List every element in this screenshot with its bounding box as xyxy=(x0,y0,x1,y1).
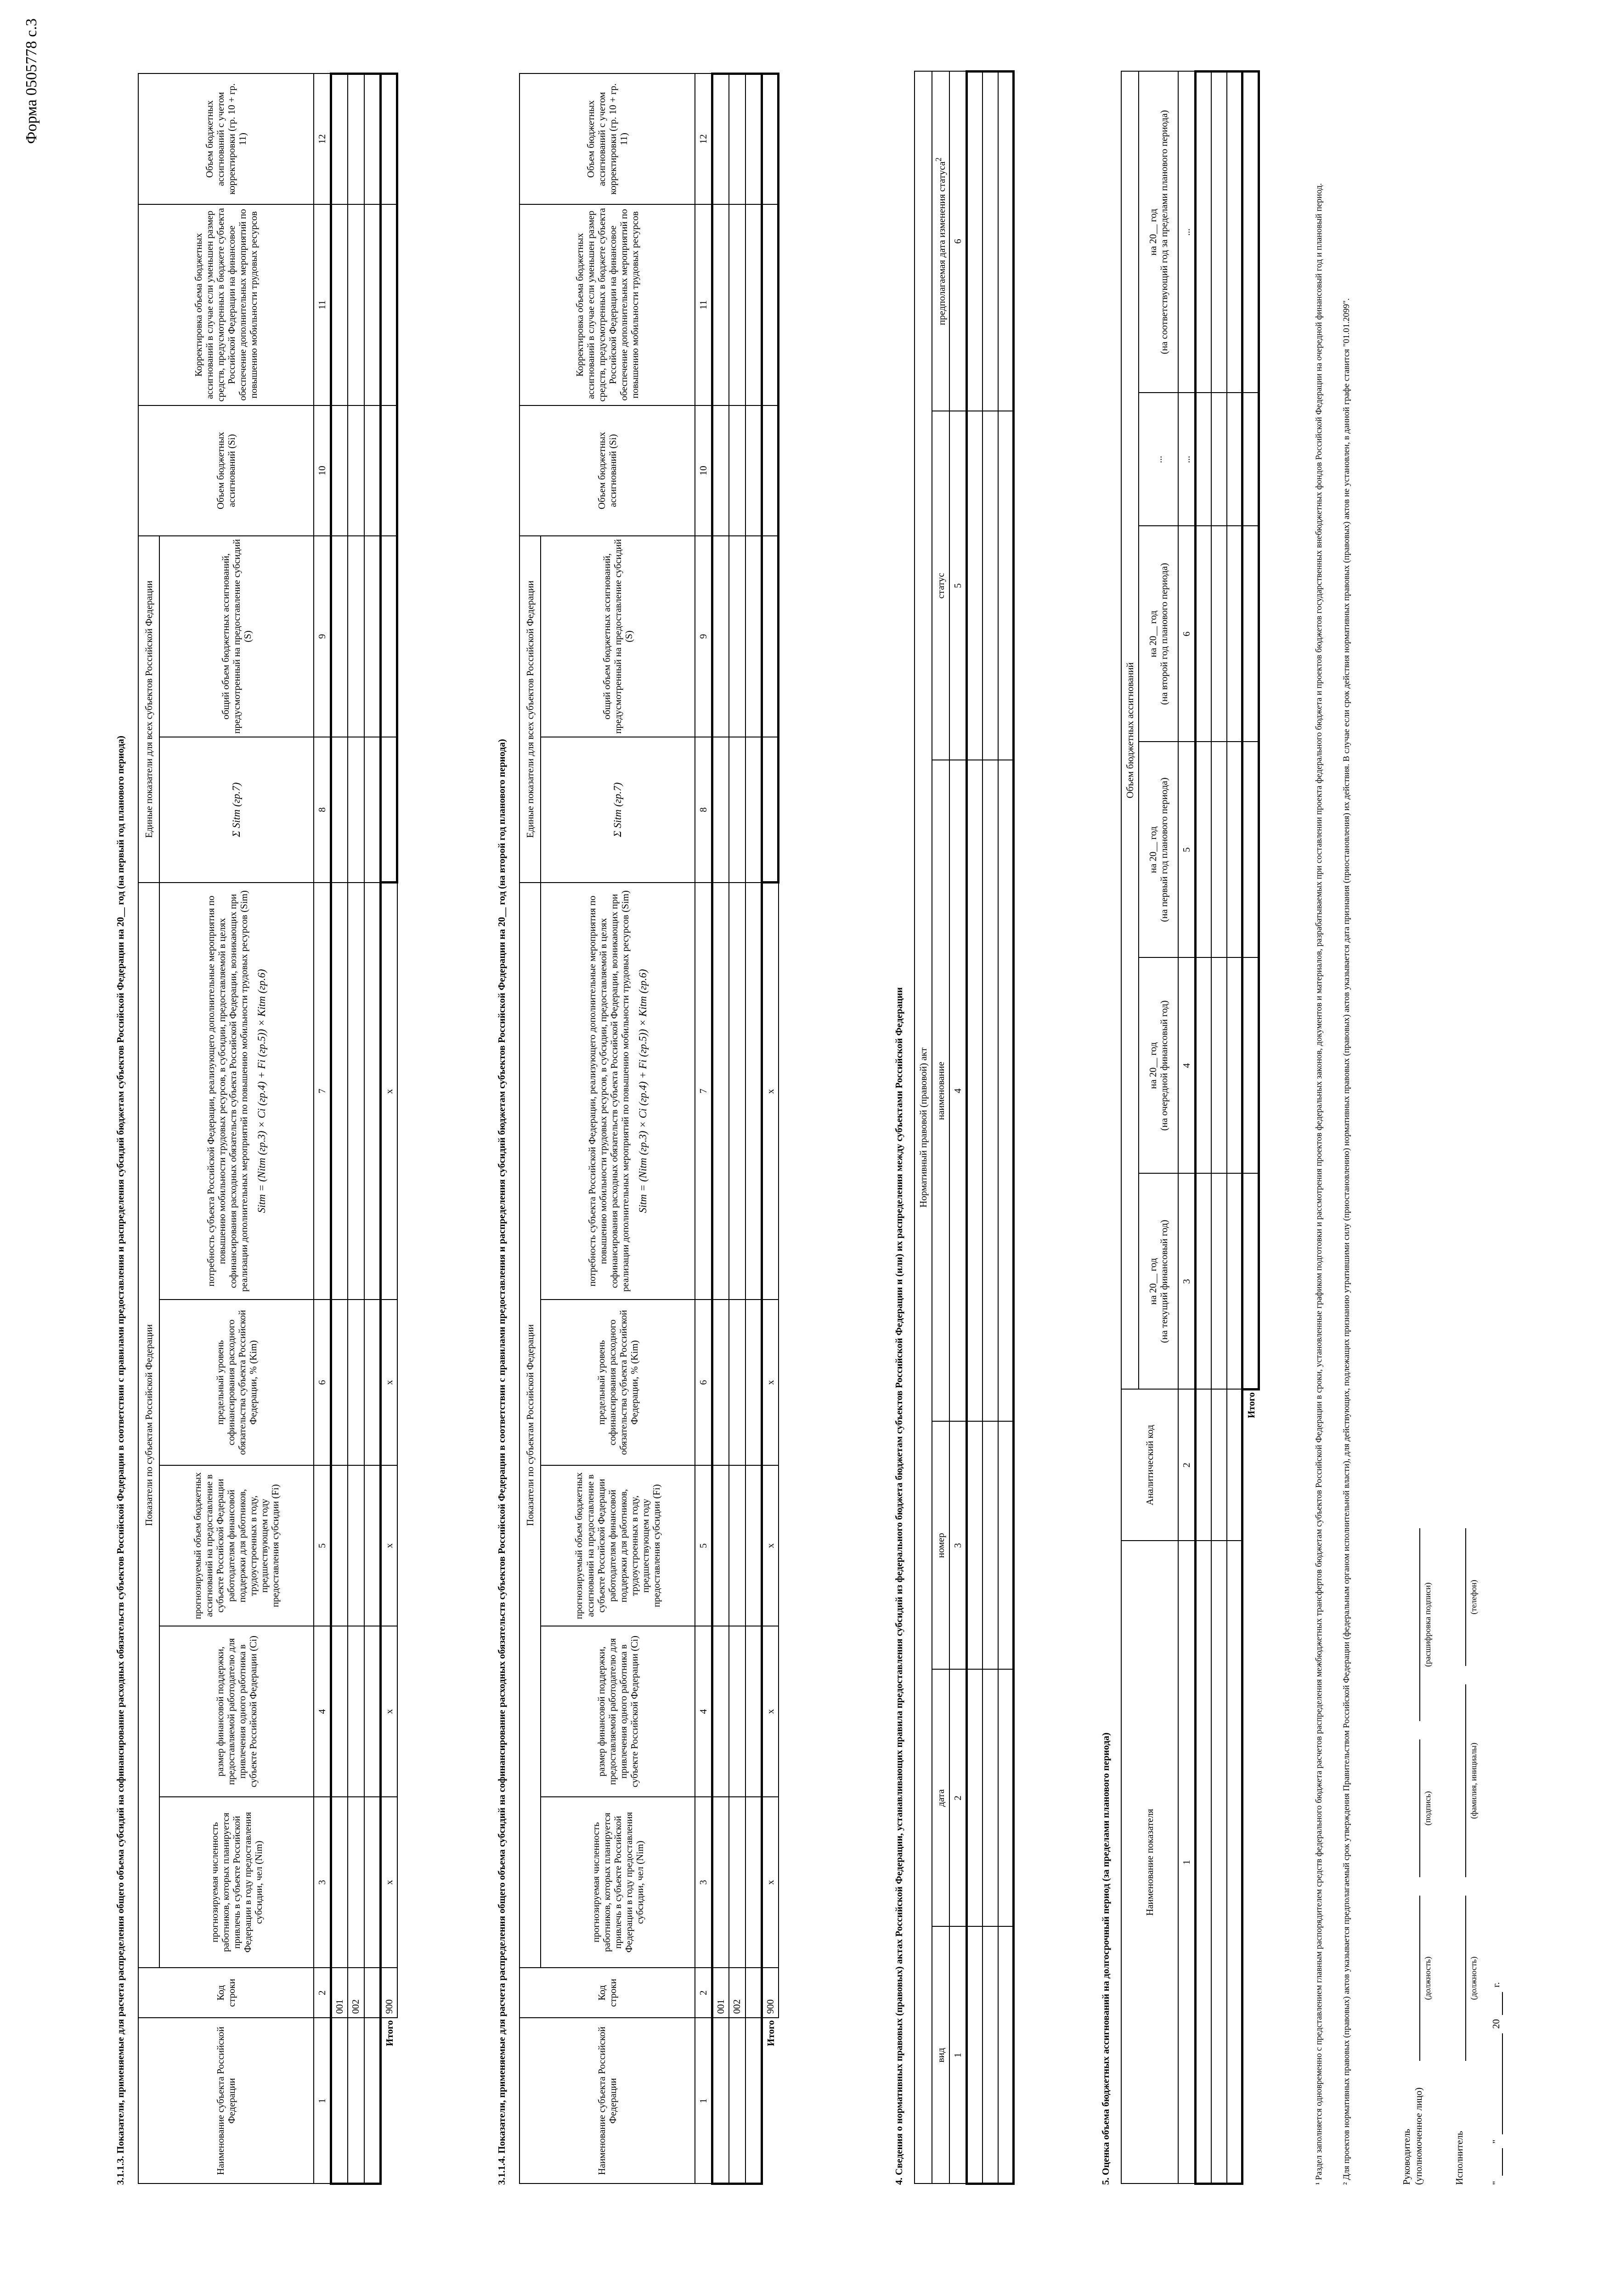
n5: 5 xyxy=(1178,742,1196,958)
head-sublabel: (уполномоченное лицо) xyxy=(1413,2087,1424,2185)
n6: 6 xyxy=(314,1300,331,1465)
h-col7 xyxy=(159,883,314,1300)
executor-name-line[interactable] xyxy=(1465,1684,1466,1877)
h-year-l2: (на соответствующий год за пределами планового периода) xyxy=(1158,110,1169,355)
h-col12: Объем бюджетных ассигнований с учетом корректировки (гр. 10 + гр. 11) xyxy=(520,74,695,205)
executor-position-caption: (должность) xyxy=(1469,1956,1478,2000)
cell[interactable] xyxy=(967,71,983,411)
cell[interactable] xyxy=(1227,1541,1242,2184)
row-code: 001 xyxy=(712,1968,729,2018)
h-col11: Корректировка объема бюджетных ассигнований в случае если уменьшен размер средств, предусмотренных в бюджете субъекта Российской Федерации на финансовое обеспечение дополнительных мероприятий по повышению мобильности трудовых ресурсов xyxy=(138,204,314,405)
cell[interactable] xyxy=(983,71,998,411)
cell[interactable] xyxy=(998,1670,1014,1927)
table-row xyxy=(1227,72,1242,2184)
cell[interactable] xyxy=(729,405,745,536)
cell[interactable] xyxy=(364,536,381,737)
cell[interactable] xyxy=(729,74,745,205)
cell[interactable] xyxy=(331,204,348,405)
h-year-l2: (на очередной финансовый год) xyxy=(1158,1000,1169,1131)
h-group-all: Единые показатели для всех субъектов Российской Федерации xyxy=(138,536,159,883)
table-row xyxy=(364,74,381,2184)
h-year-current xyxy=(1139,1174,1178,1390)
cell[interactable] xyxy=(983,411,998,760)
cell[interactable] xyxy=(364,1797,381,1968)
cell[interactable] xyxy=(348,405,364,536)
cell[interactable] xyxy=(712,883,729,1300)
section-3113-title: 3.1.1.3. Показатели, применяемые для расчета распределения общего объема субсидий на софинансирование расходных обязательств субъектов Российской Федерации в соответствии с правилами предоставления и распределения субсидий бюджетам субъектов Российской Федерации на 20__ год (на первый год планового периода) xyxy=(115,736,126,2185)
cell[interactable] xyxy=(729,2018,745,2183)
cell[interactable] xyxy=(331,1465,348,1626)
cell[interactable] xyxy=(1211,1390,1227,1541)
cell[interactable] xyxy=(348,1300,364,1465)
section-5-title: 5. Оценка объема бюджетных ассигнований на долгосрочный период (за пределами планового периода) xyxy=(1100,1732,1111,2185)
x-mark: x xyxy=(381,1300,397,1465)
cell[interactable] xyxy=(331,2018,348,2183)
row-code: 002 xyxy=(348,1968,364,2018)
date-day-line[interactable] xyxy=(1502,2148,1503,2176)
cell[interactable] xyxy=(729,536,745,737)
cell[interactable] xyxy=(729,1300,745,1465)
h-col8: Σ Sitm (гр.7) xyxy=(541,737,695,883)
total-label: Итого xyxy=(1245,1392,1257,1418)
table-row xyxy=(348,74,364,2184)
x-mark: x xyxy=(381,1797,397,1968)
table-5 xyxy=(1121,70,1260,2185)
cell[interactable] xyxy=(745,1626,762,1797)
cell[interactable] xyxy=(712,2018,729,2183)
executor-label: Исполнитель xyxy=(1454,2131,1465,2185)
cell[interactable] xyxy=(712,1626,729,1797)
footnote-mark: 2 xyxy=(934,157,943,162)
cell[interactable] xyxy=(331,1626,348,1797)
cell[interactable] xyxy=(381,74,397,205)
head-decoding-line[interactable] xyxy=(1419,1528,1420,1721)
cell[interactable] xyxy=(762,737,779,883)
n2: 2 xyxy=(695,1968,712,2018)
cell[interactable] xyxy=(331,536,348,737)
cell[interactable] xyxy=(729,1465,745,1626)
cell[interactable] xyxy=(712,405,729,536)
table-row xyxy=(729,74,745,2184)
n-ellipsis: ... xyxy=(1178,393,1196,526)
date-year-prefix: 20 xyxy=(1491,2019,1502,2029)
h-col4: размер финансовой поддержки, предоставляемой работодателю для привлечения одного работника в субъекте Российской Федерации (Ci) xyxy=(159,1626,314,1797)
cell[interactable] xyxy=(331,74,348,205)
cell[interactable] xyxy=(1227,958,1242,1174)
cell[interactable] xyxy=(1242,72,1259,393)
h-year-l1: на 20__ год xyxy=(1147,610,1158,658)
cell[interactable] xyxy=(1242,742,1259,958)
h-col11: Корректировка объема бюджетных ассигнований в случае если уменьшен размер средств, предусмотренных в бюджете субъекта Российской Федерации на финансовое обеспечение дополнительных мероприятий по повышению мобильности трудовых ресурсов xyxy=(520,204,695,405)
h-year-next xyxy=(1139,958,1178,1174)
n1: 1 xyxy=(314,2018,331,2183)
cell[interactable] xyxy=(983,1422,998,1670)
h-group-subject: Показатели по субъектам Российской Федерации xyxy=(520,883,541,1968)
cell[interactable] xyxy=(1196,958,1211,1174)
cell[interactable] xyxy=(1211,1541,1227,2184)
cell[interactable] xyxy=(1196,393,1211,526)
n6: 6 xyxy=(695,1300,712,1465)
cell[interactable] xyxy=(967,1927,983,2184)
h-year-l2: (на текущий финансовый год) xyxy=(1158,1220,1169,1343)
cell[interactable] xyxy=(1242,958,1259,1174)
cell[interactable] xyxy=(348,1465,364,1626)
form-number: Форма 0505778 с.3 xyxy=(23,18,40,144)
cell[interactable] xyxy=(712,1300,729,1465)
h-row-code: Код строки xyxy=(520,1968,695,2018)
h-name: наименование xyxy=(932,760,949,1422)
cell[interactable] xyxy=(762,204,779,405)
table-row xyxy=(967,71,983,2183)
total-label: Итого xyxy=(765,2020,776,2046)
date-quote-close: " xyxy=(1491,2139,1502,2144)
cell[interactable] xyxy=(1242,393,1259,526)
cell[interactable] xyxy=(1211,72,1227,393)
h-col5: прогнозируемый объем бюджетных ассигнований на предоставление в субъекте Российской Федерации работодателям финансовой поддержки для работников, трудоустроенных в году, предшествующем году предоставления субсидии (Fi) xyxy=(541,1465,695,1626)
cell[interactable] xyxy=(712,1465,729,1626)
table-3114 xyxy=(519,73,779,2185)
h-col10: Объем бюджетных ассигнований (Si) xyxy=(520,405,695,536)
total-code: 900 xyxy=(762,1968,779,2018)
cell[interactable] xyxy=(381,204,397,405)
cell[interactable] xyxy=(348,737,364,883)
h-year-l2: (на второй год планового периода) xyxy=(1158,563,1169,705)
cell[interactable] xyxy=(1196,526,1211,742)
h-col7-formula: Sitm = (Nitm (гр.3) × Ci (гр.4) + Fi (гр.5)) × Kitm (гр.6) xyxy=(256,969,268,1213)
h-kind: вид xyxy=(932,1927,949,2184)
executor-position-line[interactable] xyxy=(1465,1896,1466,2061)
n7: 7 xyxy=(695,883,712,1300)
h-col7-text: потребность субъекта Российской Федерации, реализующего дополнительные мероприятия по повышению мобильности трудовых ресурсов, в субсидии, предоставляемой в целях софинансирования расходных обязательств субъекта Российской Федерации, возникающих при реализации дополнительных мероприятий по повышению мобильности трудовых ресурсов (Sim) xyxy=(586,890,631,1292)
n2: 2 xyxy=(949,1670,967,1927)
total-label: Итого xyxy=(384,2020,395,2046)
n6: 6 xyxy=(1178,526,1196,742)
section-3114-title: 3.1.1.4. Показатели, применяемые для расчета распределения общего объема субсидий на софинансирование расходных обязательств субъектов Российской Федерации в соответствии с правилами предоставления и распределения субсидий бюджетам субъектов Российской Федерации на 20__ год (на второй год планового периода) xyxy=(496,739,507,2185)
cell[interactable] xyxy=(1196,742,1211,958)
n4: 4 xyxy=(1178,958,1196,1174)
n10: 10 xyxy=(314,405,331,536)
cell[interactable] xyxy=(331,1300,348,1465)
cell[interactable] xyxy=(1227,72,1242,393)
n6: 6 xyxy=(949,71,967,411)
cell[interactable] xyxy=(1196,1390,1211,1541)
cell[interactable] xyxy=(983,1927,998,2184)
cell[interactable] xyxy=(745,1968,762,2018)
cell[interactable] xyxy=(762,536,779,737)
head-signature-caption: (подпись) xyxy=(1423,1791,1432,1826)
h-year-plan1 xyxy=(1139,742,1178,958)
cell[interactable] xyxy=(998,1422,1014,1670)
row-code: 002 xyxy=(729,1968,745,2018)
cell[interactable] xyxy=(1242,526,1259,742)
cell[interactable] xyxy=(745,883,762,1300)
x-mark: x xyxy=(762,1465,779,1626)
cell[interactable] xyxy=(364,1300,381,1465)
cell[interactable] xyxy=(364,1626,381,1797)
h-year-beyond xyxy=(1139,72,1178,393)
h-col10: Объем бюджетных ассигнований (Si) xyxy=(138,405,314,536)
n11: 11 xyxy=(695,204,712,405)
h-col6: предельный уровень софинансирования расходного обязательства субъекта Российской Федерации, % (Kim) xyxy=(159,1300,314,1465)
table-row xyxy=(745,74,762,2184)
cell[interactable] xyxy=(364,737,381,883)
h-analytic-code: Аналитический код xyxy=(1121,1390,1178,1541)
cell[interactable] xyxy=(381,405,397,536)
table-row xyxy=(1211,72,1227,2184)
cell[interactable] xyxy=(364,74,381,205)
cell[interactable] xyxy=(712,737,729,883)
date-year-line[interactable] xyxy=(1502,1992,1503,2015)
cell[interactable] xyxy=(381,737,397,883)
h-col12: Объем бюджетных ассигнований с учетом корректировки (гр. 10 + гр. 11) xyxy=(138,74,314,205)
x-mark: x xyxy=(381,883,397,1300)
n5: 5 xyxy=(695,1465,712,1626)
h-col3: прогнозируемая численность работников, которых планируется привлечь в субъекте Российской Федерации в году предоставления субсидии, чел (Nim) xyxy=(541,1797,695,1968)
table-row xyxy=(712,74,729,2184)
cell[interactable] xyxy=(364,204,381,405)
h-col6: предельный уровень софинансирования расходного обязательства субъекта Российской Федерации, % (Kim) xyxy=(541,1300,695,1465)
table-row xyxy=(998,71,1014,2183)
footnote-1: ¹ Раздел заполняется одновременно с представлением главным распорядителем средств федерального бюджета расчетов распределения межбюджетных трансфертов бюджетам субъектов Российской Федерации в сроки, установленные графиком подготовки и рассмотрения проектов федеральных законов, документов и материалов, разрабатываемых при составлении проекта федерального бюджета и проектов бюджетов государственных внебюджетных фондов Российской Федерации на очередной финансовый год и плановый период. xyxy=(1314,183,1324,2185)
cell[interactable] xyxy=(729,1626,745,1797)
table-row xyxy=(983,71,998,2183)
cell[interactable] xyxy=(1227,1390,1242,1541)
h-volume-group: Объем бюджетных ассигнований xyxy=(1121,72,1139,1390)
cell[interactable] xyxy=(364,405,381,536)
h-col7-formula: Sitm = (Nitm (гр.3) × Ci (гр.4) + Fi (гр.5)) × Kitm (гр.6) xyxy=(637,969,649,1213)
n3: 3 xyxy=(695,1797,712,1968)
n12: 12 xyxy=(695,74,712,205)
cell[interactable] xyxy=(983,1670,998,1927)
head-decoding-caption: (расшифровка подписи) xyxy=(1423,1582,1432,1667)
section-4-title: 4. Сведения о нормативных правовых (правовых) актах Российской Федерации, устанавливающих правила предоставления субсидий из федерального бюджета бюджетам субъектов Российской Федерации и (или) их распределения между субъектами Российской Федерации xyxy=(893,987,904,2185)
x-mark: x xyxy=(762,883,779,1300)
cell[interactable] xyxy=(331,1797,348,1968)
cell[interactable] xyxy=(967,411,983,760)
cell[interactable] xyxy=(348,536,364,737)
x-mark: x xyxy=(381,1465,397,1626)
n1: 1 xyxy=(695,2018,712,2183)
date-quote-open: " xyxy=(1491,2181,1502,2185)
x-mark: x xyxy=(381,1626,397,1797)
h-year-l1: на 20__ год xyxy=(1147,208,1158,256)
total-row xyxy=(381,74,397,2184)
h-col4: размер финансовой поддержки, предоставляемой работодателю для привлечения одного работника в субъекте Российской Федерации (Ci) xyxy=(541,1626,695,1797)
n4: 4 xyxy=(695,1626,712,1797)
cell[interactable] xyxy=(745,737,762,883)
cell[interactable] xyxy=(712,1797,729,1968)
n5: 5 xyxy=(314,1465,331,1626)
cell[interactable] xyxy=(967,760,983,1422)
cell[interactable] xyxy=(983,760,998,1422)
head-signature-line[interactable] xyxy=(1419,1739,1420,1877)
h-col9: общий объем бюджетных ассигнований, предусмотренный на предоставление субсидий (S) xyxy=(159,536,314,737)
h-year-plan2 xyxy=(1139,526,1178,742)
n-ellipsis: ... xyxy=(1178,72,1196,393)
n5: 5 xyxy=(949,411,967,760)
cell[interactable] xyxy=(348,883,364,1300)
h-year-l1: на 20__ год xyxy=(1147,1042,1158,1089)
n4: 4 xyxy=(949,760,967,1422)
cell[interactable] xyxy=(364,1968,381,2018)
h-indicator: Наименование показателя xyxy=(1121,1541,1178,2184)
h-year-l2: (на первый год планового периода) xyxy=(1158,777,1169,922)
h-year-l1: на 20__ год xyxy=(1147,826,1158,873)
h-status-date xyxy=(932,71,949,411)
n1: 1 xyxy=(949,1927,967,2184)
total-code: 900 xyxy=(381,1968,397,2018)
cell[interactable] xyxy=(745,405,762,536)
h-number: номер xyxy=(932,1422,949,1670)
x-mark: x xyxy=(762,1626,779,1797)
date-year-suffix: г. xyxy=(1491,1982,1502,1987)
cell[interactable] xyxy=(1211,393,1227,526)
h-group-subject: Показатели по субъектам Российской Федерации xyxy=(138,883,159,1968)
h-col9: общий объем бюджетных ассигнований, предусмотренный на предоставление субсидий (S) xyxy=(541,536,695,737)
cell[interactable] xyxy=(1227,393,1242,526)
n12: 12 xyxy=(314,74,331,205)
cell[interactable] xyxy=(331,883,348,1300)
n3: 3 xyxy=(949,1422,967,1670)
cell[interactable] xyxy=(998,760,1014,1422)
cell[interactable] xyxy=(712,536,729,737)
n7: 7 xyxy=(314,883,331,1300)
footnote-2: ² Для проектов нормативных правовых (правовых) актов указывается предполагаемый срок утверждения Правительством Российской Федерации (федеральным органом исполнительной власти), для действующих, подлежащих признанию утратившими силу (приостановлению) нормативных правовых (правовых) актов указывается дата признания (приостановления) их действия. В случае если срок действия нормативных правовых (правовых) актов не установлен, в данной графе ставится "01.01.2099". xyxy=(1342,298,1351,2185)
cell[interactable] xyxy=(729,883,745,1300)
cell[interactable] xyxy=(745,2018,762,2183)
cell[interactable] xyxy=(1211,742,1227,958)
cell[interactable] xyxy=(762,74,779,205)
h-date: дата xyxy=(932,1670,949,1927)
cell[interactable] xyxy=(1211,958,1227,1174)
cell[interactable] xyxy=(967,1422,983,1670)
h-status-date-text: предполагаемая дата изменения статуса xyxy=(936,161,948,326)
date-month-line[interactable] xyxy=(1502,2033,1503,2134)
cell[interactable] xyxy=(745,1797,762,1968)
n8: 8 xyxy=(695,737,712,883)
head-position-caption: (должность) xyxy=(1423,1956,1432,2000)
h-row-code: Код строки xyxy=(138,1968,314,2018)
h-subject-name: Наименование субъекта Российской Федерации xyxy=(520,2018,695,2183)
cell[interactable] xyxy=(729,737,745,883)
n11: 11 xyxy=(314,204,331,405)
h-act-group: Нормативный правовой (правовой) акт xyxy=(915,71,932,2183)
executor-phone-line[interactable] xyxy=(1465,1528,1466,1666)
cell[interactable] xyxy=(1211,1174,1227,1390)
cell[interactable] xyxy=(1227,742,1242,958)
executor-name-caption: (фамилия, инициалы) xyxy=(1469,1743,1478,1819)
n4: 4 xyxy=(314,1626,331,1797)
h-col8: Σ Sitm (гр.7) xyxy=(159,737,314,883)
table-row xyxy=(331,74,348,2184)
cell[interactable] xyxy=(745,1300,762,1465)
n8: 8 xyxy=(314,737,331,883)
n9: 9 xyxy=(695,536,712,737)
cell[interactable] xyxy=(729,204,745,405)
h-col5: прогнозируемый объем бюджетных ассигнований на предоставление в субъекте Российской Федерации работодателям финансовой поддержки для работников, трудоустроенных в году, предшествующем году предоставления субсидии (Fi) xyxy=(159,1465,314,1626)
head-label: Руководитель xyxy=(1401,2129,1412,2185)
table-row xyxy=(1196,72,1211,2184)
cell[interactable] xyxy=(1211,526,1227,742)
n3: 3 xyxy=(1178,1174,1196,1390)
x-mark: x xyxy=(762,1797,779,1968)
h-col7-text: потребность субъекта Российской Федерации, реализующего дополнительные мероприятия по повышению мобильности трудовых ресурсов, в субсидии, предоставляемой в целях софинансирования расходных обязательств субъекта Российской Федерации, возникающих при реализации дополнительных мероприятий по повышению мобильности трудовых ресурсов (Sim) xyxy=(205,890,249,1292)
h-year-l1: на 20__ год xyxy=(1147,1258,1158,1305)
table-3113 xyxy=(138,73,398,2185)
cell[interactable] xyxy=(745,536,762,737)
x-mark: x xyxy=(762,1300,779,1465)
cell[interactable] xyxy=(998,1927,1014,2184)
total-row xyxy=(762,74,779,2184)
n3: 3 xyxy=(314,1797,331,1968)
h-subject-name: Наименование субъекта Российской Федерации xyxy=(138,2018,314,2183)
executor-phone-caption: (телефон) xyxy=(1469,1580,1478,1615)
h-col7 xyxy=(541,883,695,1300)
cell[interactable] xyxy=(712,204,729,405)
cell[interactable] xyxy=(331,405,348,536)
cell[interactable] xyxy=(364,1465,381,1626)
n9: 9 xyxy=(314,536,331,737)
cell[interactable] xyxy=(364,2018,381,2183)
cell[interactable] xyxy=(1242,1174,1259,1390)
cell[interactable] xyxy=(762,405,779,536)
cell[interactable] xyxy=(712,74,729,205)
cell[interactable] xyxy=(364,883,381,1300)
cell[interactable] xyxy=(1227,526,1242,742)
n2: 2 xyxy=(1178,1390,1196,1541)
row-code: 001 xyxy=(331,1968,348,2018)
cell[interactable] xyxy=(745,74,762,205)
cell[interactable] xyxy=(745,204,762,405)
n1: 1 xyxy=(1178,1541,1196,2184)
cell[interactable] xyxy=(998,71,1014,411)
cell[interactable] xyxy=(331,737,348,883)
cell[interactable] xyxy=(381,536,397,737)
h-col3: прогнозируемая численность работников, которых планируется привлечь в субъекте Российской Федерации в году предоставления субсидии, чел (Nim) xyxy=(159,1797,314,1968)
cell[interactable] xyxy=(745,1465,762,1626)
cell[interactable] xyxy=(348,74,364,205)
cell[interactable] xyxy=(348,1626,364,1797)
n2: 2 xyxy=(314,1968,331,2018)
cell[interactable] xyxy=(1227,1174,1242,1390)
total-row xyxy=(1242,72,1259,2184)
cell[interactable] xyxy=(1196,1541,1211,2184)
h-status: статус xyxy=(932,411,949,760)
cell[interactable] xyxy=(1196,72,1211,393)
table-4 xyxy=(914,70,1015,2185)
head-position-line[interactable] xyxy=(1419,1896,1420,2061)
cell[interactable] xyxy=(1196,1174,1211,1390)
cell[interactable] xyxy=(348,2018,364,2183)
cell[interactable] xyxy=(348,204,364,405)
cell[interactable] xyxy=(729,1797,745,1968)
h-group-all: Единые показатели для всех субъектов Российской Федерации xyxy=(520,536,541,883)
n10: 10 xyxy=(695,405,712,536)
cell[interactable] xyxy=(967,1670,983,1927)
h-year-ellipsis: ... xyxy=(1139,393,1178,526)
cell[interactable] xyxy=(348,1797,364,1968)
cell[interactable] xyxy=(998,411,1014,760)
